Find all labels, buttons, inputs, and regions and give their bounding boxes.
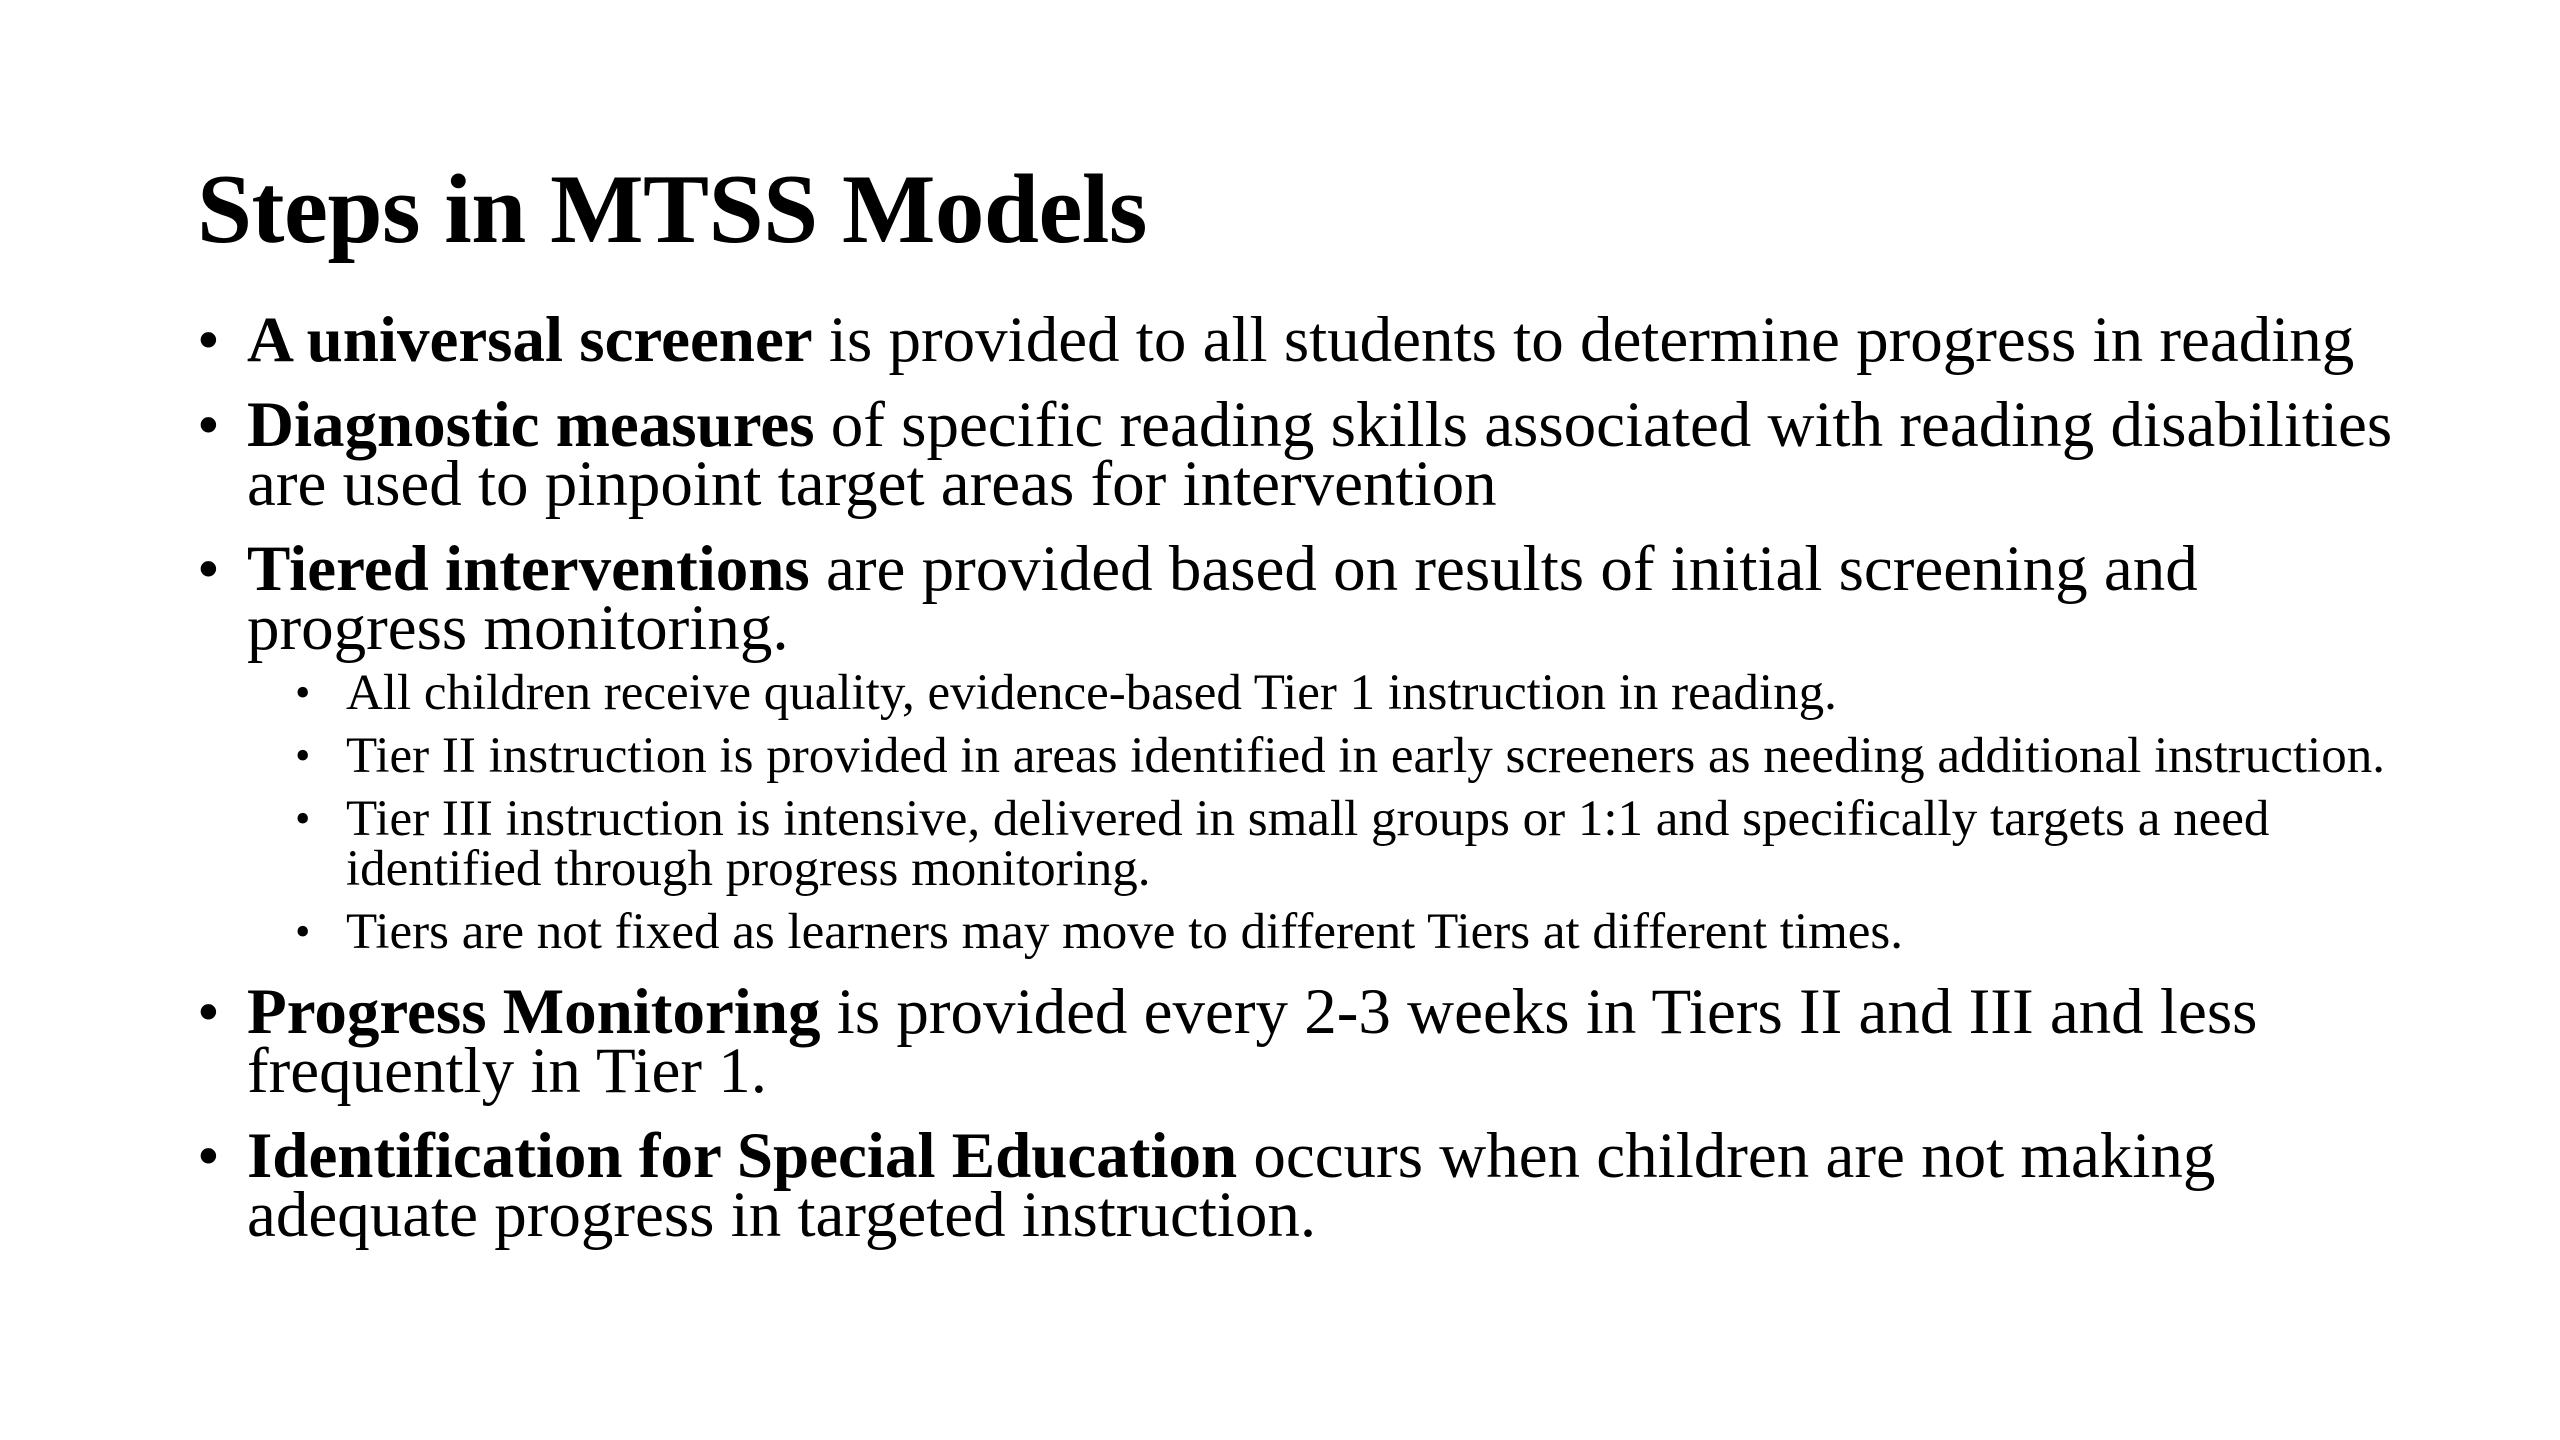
bullet-description: occurs when children are not making adequate progress in targeted instruction. (247, 1120, 2216, 1251)
bullet-description: is provided to all students to determine progress in reading (812, 304, 2355, 376)
bullet-term: Progress Monitoring (247, 976, 821, 1048)
sub-bullet-text: Tier II instruction is provided in areas identified in early screeners as needing additional instruction. (346, 728, 2385, 784)
bullet-progress-monitoring (197, 976, 2410, 1107)
bullet-diagnostic-measures (197, 389, 2410, 520)
sub-bullet-tier-2 (247, 728, 2410, 784)
sub-bullet-text: All children receive quality, evidence-based Tier 1 instruction in reading. (346, 665, 1837, 721)
bullet-list (197, 304, 2410, 1251)
bullet-text (247, 976, 2410, 1107)
bullet-dot-icon: • (197, 533, 220, 605)
sub-bullet-text: Tiers are not fixed as learners may move to different Tiers at different times. (346, 904, 1904, 960)
bullet-term: Tiered interventions (247, 533, 810, 605)
bullet-identification-special-education (197, 1120, 2410, 1251)
bullet-dot-icon: • (197, 304, 220, 376)
sub-bullet-dot-icon: • (295, 794, 311, 843)
bullet-text (247, 533, 2410, 664)
bullet-description: are provided based on results of initial screening and progress monitoring. (247, 533, 2198, 664)
bullet-tiered-interventions (197, 533, 2410, 960)
bullet-text (247, 1120, 2410, 1251)
bullet-description: of specific reading skills associated with reading disabilities are used to pinpoint target areas for intervention (247, 389, 2393, 520)
bullet-text (247, 389, 2410, 520)
bullet-universal-screener (197, 304, 2410, 376)
slide-title: Steps in MTSS Models (197, 155, 1147, 264)
sub-bullet-dot-icon: • (295, 907, 311, 956)
bullet-dot-icon: • (197, 1120, 220, 1192)
bullet-term: A universal screener (247, 304, 813, 376)
bullet-term: Diagnostic measures (247, 389, 815, 461)
bullet-dot-icon: • (197, 389, 220, 461)
bullet-text (247, 304, 2410, 376)
sub-bullet-text: Tier III instruction is intensive, delivered in small groups or 1:1 and specifically targets a need identified through progress monitoring. (346, 791, 2270, 897)
sub-bullet-tier-1 (247, 665, 2410, 721)
sub-bullet-list (247, 665, 2410, 960)
bullet-dot-icon: • (197, 976, 220, 1048)
sub-bullet-dot-icon: • (295, 668, 311, 717)
bullet-description: is provided every 2-3 weeks in Tiers II and III and less frequently in Tier 1. (247, 976, 2258, 1107)
sub-bullet-tiers-not-fixed (247, 904, 2410, 960)
sub-bullet-dot-icon: • (295, 731, 311, 780)
sub-bullet-tier-3 (247, 791, 2410, 897)
bullet-term: Identification for Special Education (247, 1120, 1238, 1192)
